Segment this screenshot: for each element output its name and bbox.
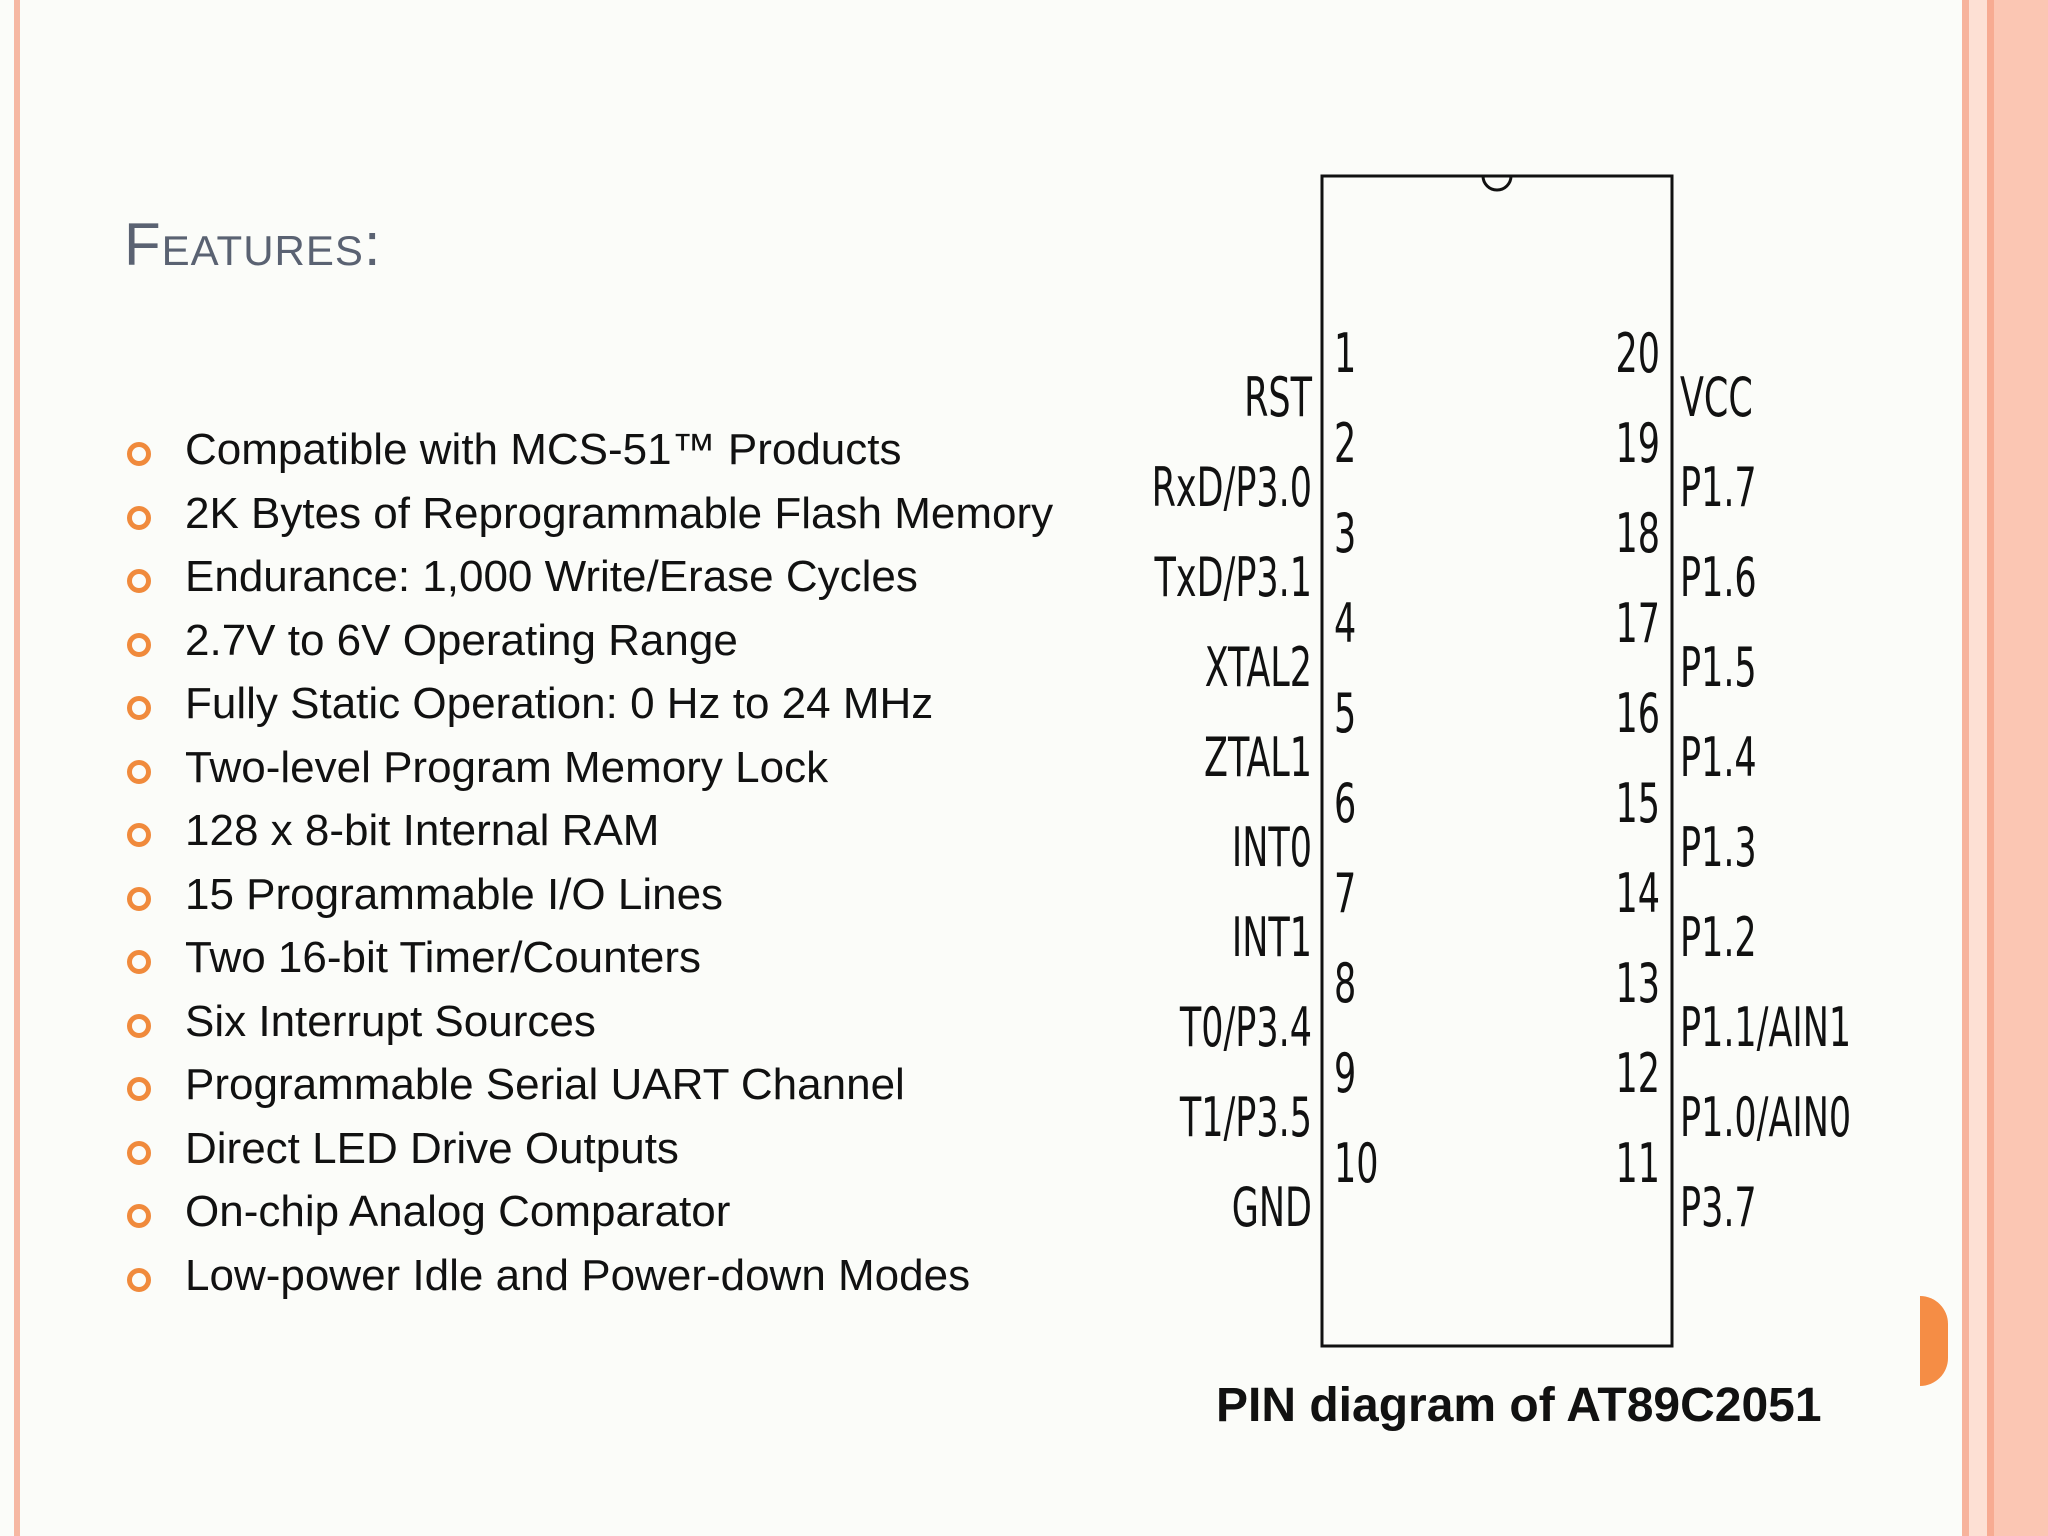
pin-number: 20	[1615, 322, 1660, 386]
feature-text: Endurance: 1,000 Write/Erase Cycles	[185, 552, 918, 601]
pin-label: P1.7	[1680, 456, 1757, 520]
pin-number: 2	[1334, 412, 1357, 476]
feature-text: 2.7V to 6V Operating Range	[185, 615, 738, 665]
pin-label: INT1	[1231, 906, 1312, 970]
feature-text: Fully Static Operation: 0 Hz to 24 MHz	[185, 679, 934, 728]
pin-number: 8	[1334, 952, 1357, 1016]
pin-number: 5	[1334, 682, 1357, 746]
list-item	[120, 672, 1060, 736]
right-border-stripe	[1969, 0, 1987, 1536]
list-item	[120, 418, 1060, 482]
pin-number: 11	[1615, 1132, 1660, 1196]
bullet-icon	[127, 950, 151, 974]
pin-number: 12	[1615, 1042, 1660, 1106]
pin-label: GND	[1231, 1176, 1312, 1240]
feature-text: Direct LED Drive Outputs	[185, 1123, 679, 1173]
pin-label: INT0	[1231, 816, 1312, 880]
pin-label: P1.5	[1680, 636, 1757, 700]
bullet-icon	[127, 569, 151, 593]
list-item	[120, 1180, 1060, 1244]
pin-label: RxD/P3.0	[1151, 456, 1312, 520]
pin-number: 4	[1334, 592, 1357, 656]
list-item	[120, 799, 1060, 863]
bullet-icon	[127, 887, 151, 911]
pin-diagram	[1100, 160, 1900, 1360]
bullet-icon	[127, 1077, 151, 1101]
right-border-stripe	[1962, 0, 1969, 1536]
list-item	[120, 926, 1060, 990]
pin-label: P3.7	[1680, 1176, 1757, 1240]
list-item	[120, 1244, 1060, 1308]
pin-number: 14	[1615, 862, 1660, 926]
pin-number: 3	[1334, 502, 1357, 566]
pin-number: 6	[1334, 772, 1357, 836]
pin-diagram-caption: PIN diagram of AT89C2051	[1216, 1379, 1822, 1432]
pin-number: 9	[1334, 1042, 1357, 1106]
feature-list	[120, 418, 1060, 1307]
right-border-stripe	[1987, 0, 1994, 1536]
pin-number: 19	[1615, 412, 1660, 476]
pin-number: 15	[1615, 772, 1660, 836]
feature-text: 128 x 8-bit Internal RAM	[185, 806, 660, 855]
pin-label: P1.0/AIN0	[1680, 1086, 1852, 1150]
feature-text: Two 16-bit Timer/Counters	[185, 933, 701, 982]
list-item	[120, 1053, 1060, 1117]
bullet-icon	[127, 696, 151, 720]
pin-label: P1.4	[1680, 726, 1757, 790]
pin-number: 18	[1615, 502, 1660, 566]
feature-text: Low-power Idle and Power-down Modes	[185, 1250, 971, 1300]
pin-label: T1/P3.5	[1179, 1086, 1312, 1150]
bullet-icon	[127, 760, 151, 784]
pin-number: 17	[1615, 592, 1660, 656]
feature-text: 15 Programmable I/O Lines	[185, 869, 724, 919]
bullet-icon	[127, 1141, 151, 1165]
pin-label: P1.2	[1680, 906, 1757, 970]
pin-label: P1.3	[1680, 816, 1757, 880]
pin-label: XTAL2	[1204, 636, 1312, 700]
list-item	[120, 1117, 1060, 1181]
pin-number: 10	[1334, 1132, 1379, 1196]
bullet-icon	[127, 1268, 151, 1292]
pin-number: 7	[1334, 862, 1357, 926]
pin-number: 1	[1334, 322, 1357, 386]
pin-label: P1.6	[1680, 546, 1757, 610]
list-item	[120, 736, 1060, 800]
feature-text: Six Interrupt Sources	[185, 996, 596, 1046]
chip-notch	[1483, 176, 1511, 190]
bullet-icon	[127, 506, 151, 530]
bullet-icon	[127, 1204, 151, 1228]
left-border-stripe	[14, 0, 20, 1536]
orange-half-circle-decoration	[1920, 1296, 1948, 1386]
bullet-icon	[127, 823, 151, 847]
feature-text: Two-level Program Memory Lock	[185, 742, 829, 792]
pin-label: VCC	[1680, 366, 1753, 430]
list-item	[120, 990, 1060, 1054]
feature-text: On-chip Analog Comparator	[185, 1187, 731, 1236]
list-item	[120, 609, 1060, 673]
bullet-icon	[127, 1014, 151, 1038]
pin-label: P1.1/AIN1	[1680, 996, 1852, 1060]
pin-label: TxD/P3.1	[1154, 546, 1312, 610]
feature-text: Programmable Serial UART Channel	[185, 1060, 905, 1109]
pin-number: 13	[1615, 952, 1660, 1016]
right-border-stripe	[1994, 0, 2048, 1536]
slide-title: Features:	[124, 211, 382, 278]
bullet-icon	[127, 633, 151, 657]
pin-number: 16	[1615, 682, 1660, 746]
bullet-icon	[127, 442, 151, 466]
pin-label: ZTAL1	[1204, 726, 1312, 790]
list-item	[120, 482, 1060, 546]
list-item	[120, 545, 1060, 609]
list-item	[120, 863, 1060, 927]
feature-text: 2K Bytes of Reprogrammable Flash Memory	[185, 488, 1054, 538]
pin-label: RST	[1244, 366, 1312, 430]
pin-label: T0/P3.4	[1179, 996, 1312, 1060]
feature-text: Compatible with MCS-51™ Products	[185, 425, 902, 474]
